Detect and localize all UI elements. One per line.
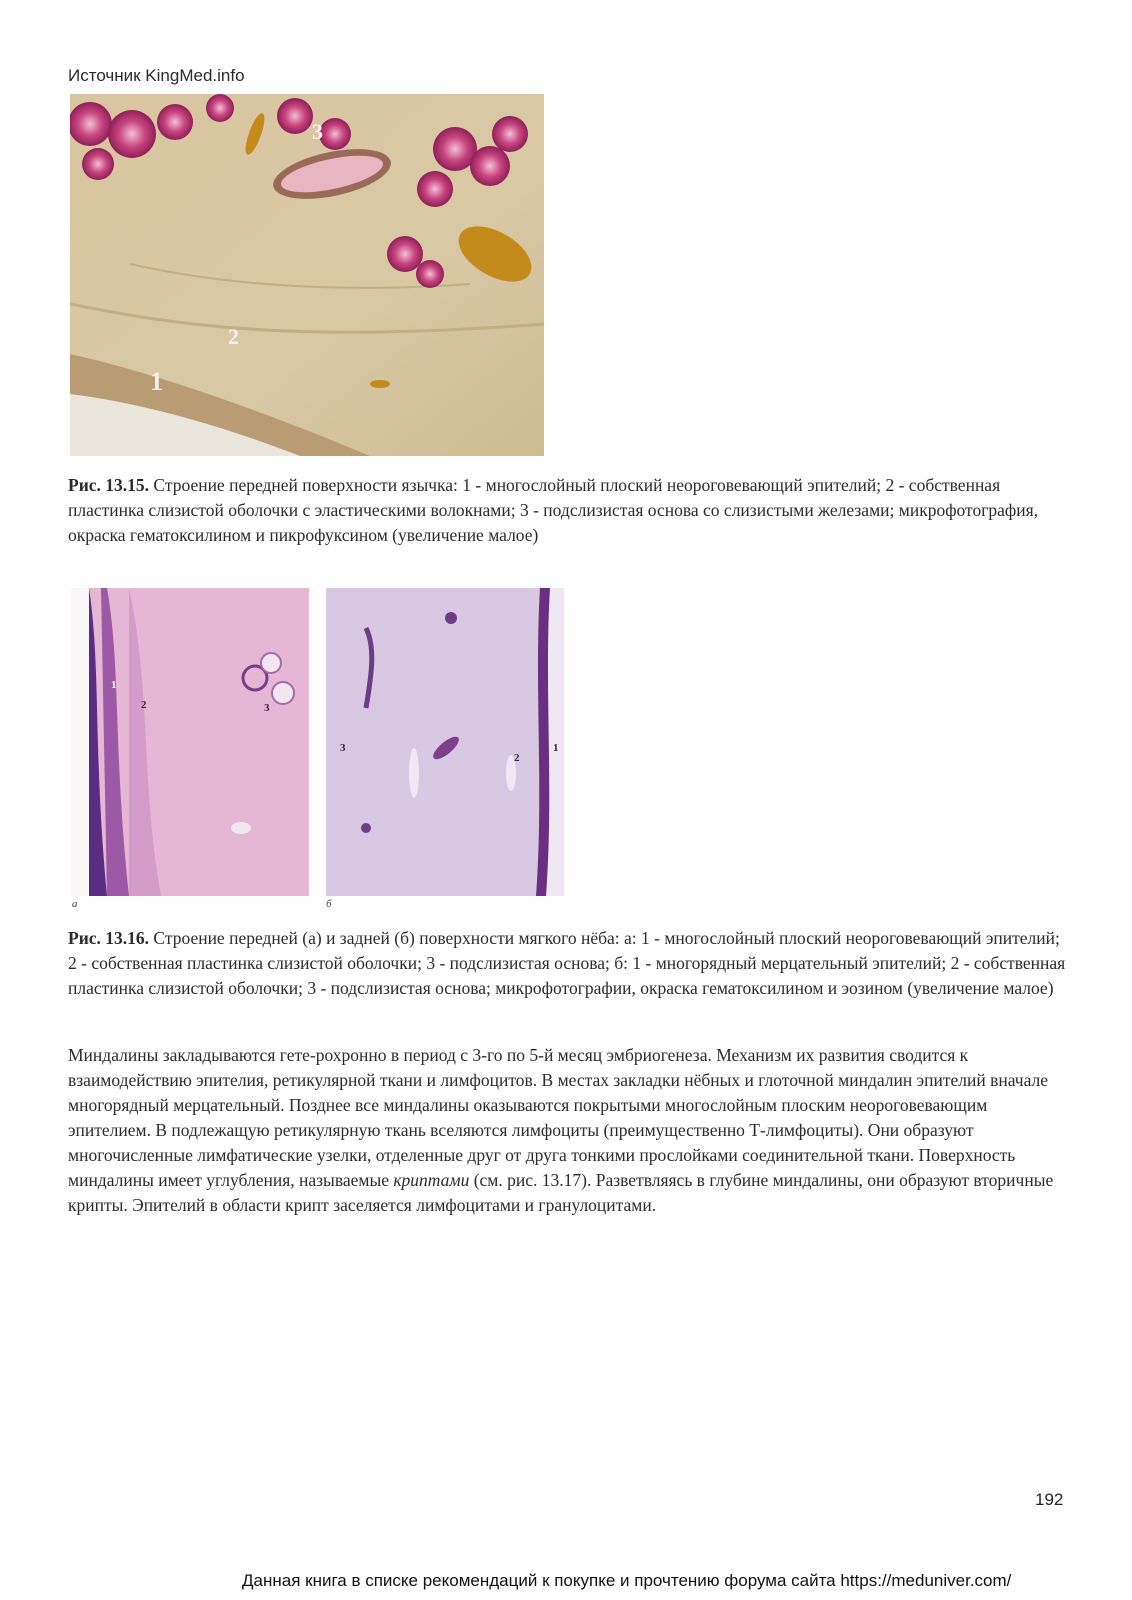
- fig1315-label-2: 2: [228, 324, 239, 349]
- italic-term: криптами: [393, 1170, 470, 1190]
- fig1316-panel-b-label: б: [326, 898, 332, 910]
- micrograph-soft-palate-posterior: [326, 588, 564, 896]
- fig1316b-marker-3: 3: [340, 742, 346, 754]
- caption-fig-13-16: [68, 926, 1068, 1001]
- fig1315-label-3: 3: [312, 119, 323, 144]
- fig1315-label-1: 1: [150, 367, 163, 396]
- fig1316a-marker-3: 3: [264, 702, 270, 714]
- fig1316a-marker-2: 2: [141, 699, 147, 711]
- source-header: Источник KingMed.info: [68, 66, 245, 85]
- fig1316-panel-a-label: а: [72, 898, 78, 910]
- body-text-part-2: (см. рис. 13.17). Разветвляясь в глубине миндалины, они образуют вторичные крипты. Эпителий в области крипт заселяется лимфоцитами и гранулоцитами.: [68, 1170, 1054, 1215]
- body-text-part-1: Миндалины закладываются гете-рохронно в период с 3-го по 5-й месяц эмбриогенеза. Механизм их развития сводится к взаимодействию эпителия, ретикулярной ткани и лимфоцитов. В местах закладки нёбных и глоточной миндалин эпителий вначале многорядный мерцательный. Позднее все миндалины оказываются покрытыми многослойным плоским неороговевающим эпителием. В подлежащую ретикулярную ткань вселяются лимфоциты (преимущественно Т-лимфоциты). Они образуют многочисленные лимфатические узелки, отделенные друг от друга тонкими прослойками соединительной ткани. Поверхность миндалины имеет углубления, называемые: [68, 1045, 1049, 1190]
- caption-text: Строение передней (а) и задней (б) поверхности мягкого нёба: а: 1 - многослойный плоский неороговевающий эпителий; 2 - собственная пластинка слизистой оболочки; 3 - подслизистая основа; б: 1 - многорядный мерцательный эпителий; 2 - собственная пластинка слизистой оболочки; 3 - подслизистая основа; микрофотографии, окраска гематоксилином и эозином (увеличение малое): [68, 928, 1066, 998]
- caption-text: Строение передней поверхности язычка: 1 - многослойный плоский неороговевающий эпителий; 2 - собственная пластинка слизистой оболочки с эластическими волокнами; 3 - подслизистая основа со слизистыми железами; микрофотография, окраска гематоксилином и пикрофуксином (увеличение малое): [68, 475, 1039, 545]
- footer-note[interactable]: Данная книга в списке рекомендаций к покупке и прочтению форума сайта https://meduniver.com/: [242, 1571, 1012, 1590]
- micrograph-uvula-anterior: [70, 94, 544, 456]
- fig1316a-marker-1: 1: [111, 679, 117, 691]
- caption-fig-13-15: [68, 473, 1068, 548]
- page-number: 192: [1035, 1490, 1064, 1509]
- body-paragraph: [68, 1043, 1058, 1218]
- fig1316b-marker-2: 2: [514, 752, 520, 764]
- fig1316b-marker-1: 1: [553, 742, 559, 754]
- micrograph-soft-palate-anterior: [71, 588, 309, 896]
- caption-number: Рис. 13.15.: [68, 475, 150, 495]
- caption-number: Рис. 13.16.: [68, 928, 150, 948]
